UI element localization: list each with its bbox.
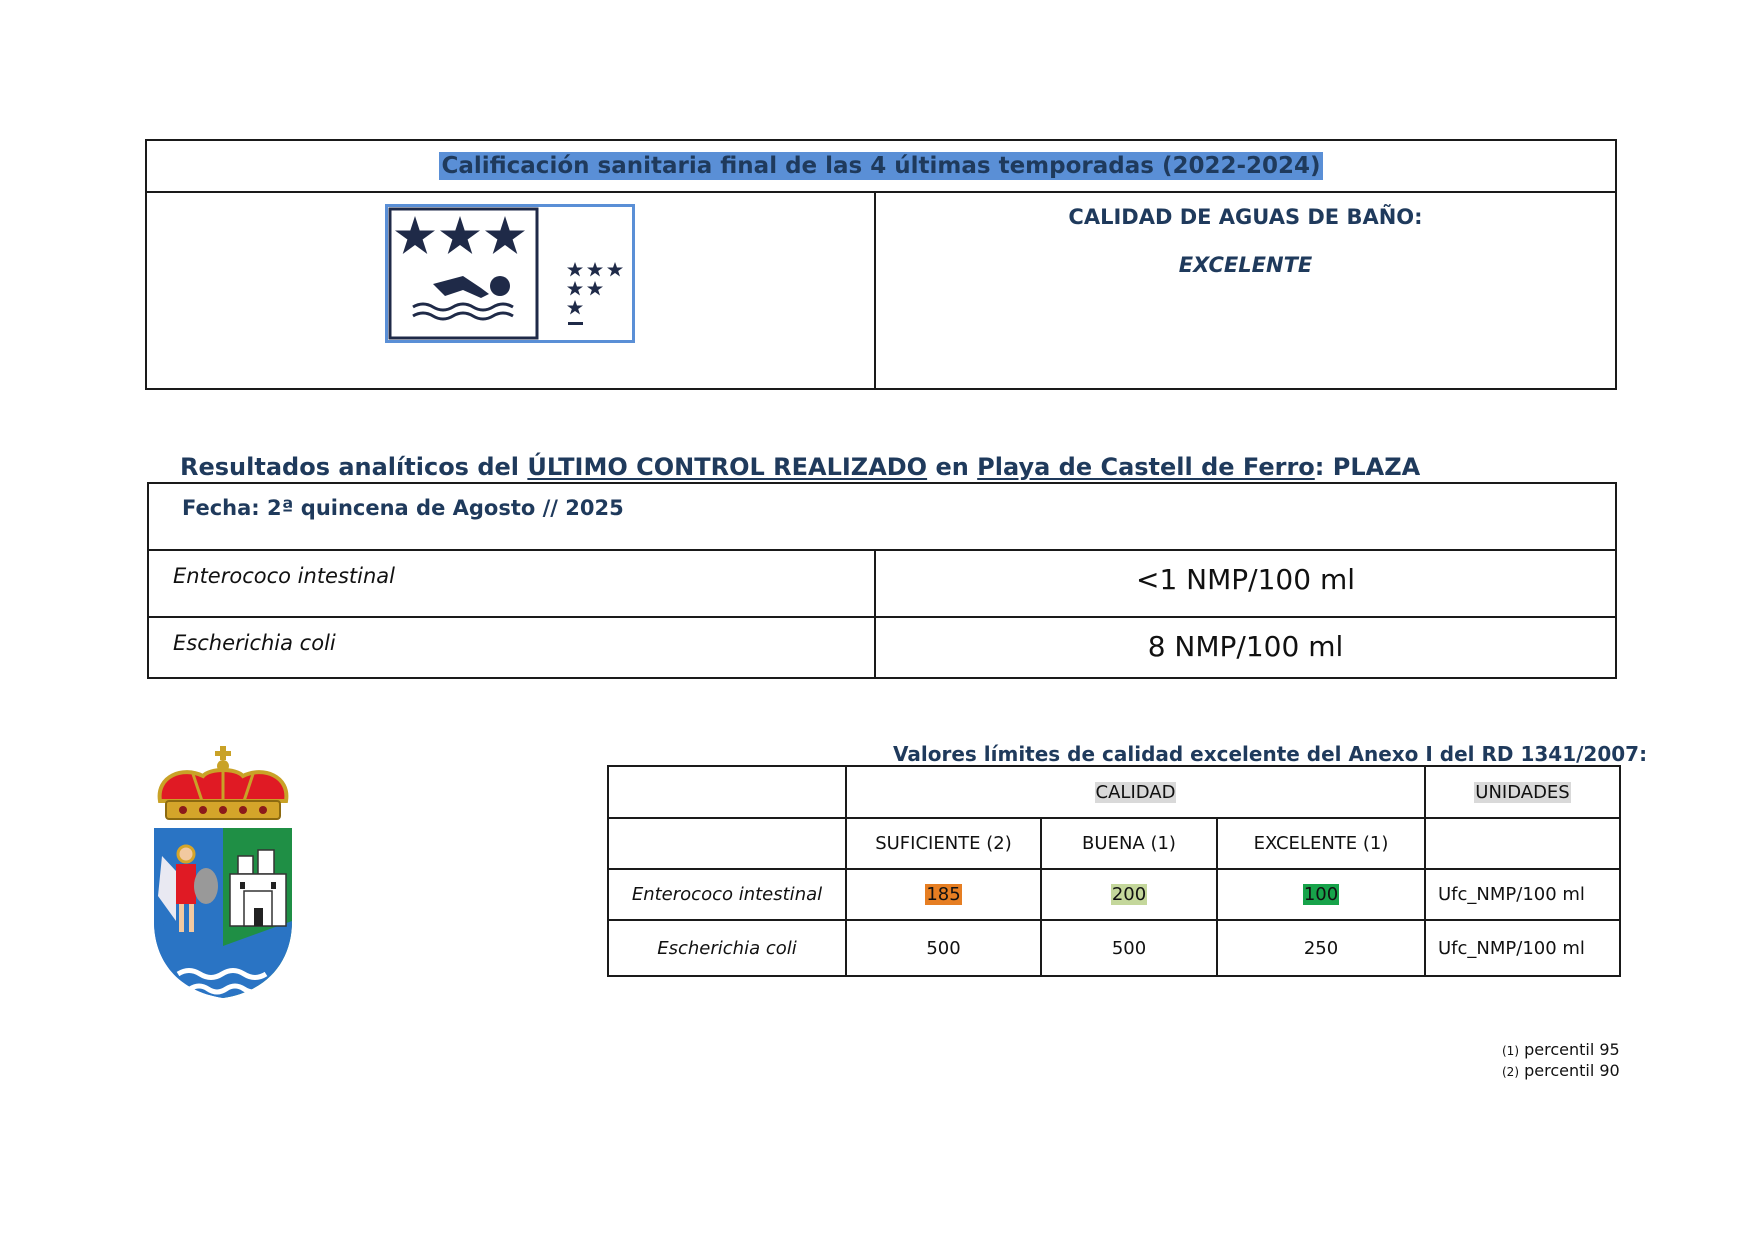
empty-cell [608, 818, 846, 869]
calificacion-title-row [147, 141, 1615, 193]
table-row [608, 869, 1620, 920]
table-row [149, 551, 1615, 618]
limit-value-buena: 500 [1041, 920, 1217, 976]
footnote [1502, 1040, 1620, 1061]
municipal-coat-of-arms-icon [148, 746, 298, 998]
resultados-heading-beach: Playa de Castell de Ferro [977, 453, 1315, 481]
limit-value-suficiente: 185 [926, 884, 961, 905]
calidad-label: CALIDAD [1095, 781, 1176, 803]
limit-cell [846, 869, 1041, 920]
bathing-water-excellent-badge-icon [385, 204, 635, 343]
calidad-header [846, 766, 1425, 818]
limit-value-suficiente: 500 [846, 920, 1041, 976]
footnote-text: percentil 95 [1524, 1040, 1620, 1059]
quality-cell [876, 193, 1615, 388]
column-header: BUENA (1) [1041, 818, 1217, 869]
limit-cell [1041, 869, 1217, 920]
result-param: Enterococo intestinal [149, 551, 876, 616]
quality-value: EXCELENTE [1178, 253, 1313, 277]
limit-unit: Ufc_NMP/100 ml [1425, 920, 1620, 976]
limit-value-excelente: 100 [1303, 884, 1339, 905]
unidades-label: UNIDADES [1475, 781, 1570, 803]
column-header: EXCELENTE (1) [1217, 818, 1425, 869]
table-subheader-row [608, 818, 1620, 869]
limit-param: Escherichia coli [608, 920, 846, 976]
column-header: SUFICIENTE (2) [846, 818, 1041, 869]
footnote [1502, 1061, 1620, 1082]
fecha-text: Fecha: 2ª quincena de Agosto // 2025 [182, 496, 624, 520]
fecha-row [149, 484, 1615, 551]
resultados-table [147, 482, 1617, 679]
resultados-heading-prefix: Resultados analíticos del [180, 453, 528, 481]
calificacion-body-row [147, 193, 1615, 388]
result-param: Escherichia coli [149, 618, 876, 679]
empty-cell [1425, 818, 1620, 869]
limit-value-excelente: 250 [1217, 920, 1425, 976]
quality-heading: CALIDAD DE AGUAS DE BAÑO: [1068, 205, 1423, 229]
unidades-header [1425, 766, 1620, 818]
footnote-marker: (1) [1502, 1044, 1519, 1058]
badge-cell [147, 193, 876, 388]
calificacion-title: Calificación sanitaria final de las 4 últimas temporadas (2022-2024) [441, 153, 1321, 179]
limit-unit: Ufc_NMP/100 ml [1425, 869, 1620, 920]
limites-heading: Valores límites de calidad excelente del Anexo I del RD 1341/2007: [893, 742, 1648, 766]
footnote-text: percentil 90 [1524, 1061, 1620, 1080]
footnotes [1502, 1040, 1620, 1082]
result-value: 8 NMP/100 ml [1147, 630, 1344, 663]
limit-param: Enterococo intestinal [608, 869, 846, 920]
resultados-heading-suffix: : PLAZA [1314, 453, 1421, 481]
table-row [608, 920, 1620, 976]
table-header-row [608, 766, 1620, 818]
footnote-marker: (2) [1502, 1065, 1519, 1079]
limit-value-buena: 200 [1111, 884, 1147, 905]
resultados-heading-mid: en [927, 453, 978, 481]
table-row [149, 618, 1615, 679]
limit-cell [1217, 869, 1425, 920]
calificacion-table [145, 139, 1617, 390]
resultados-heading [180, 453, 1420, 481]
resultados-heading-control: ÚLTIMO CONTROL REALIZADO [527, 453, 928, 481]
empty-cell [608, 766, 846, 818]
limites-table [607, 765, 1621, 977]
result-value: <1 NMP/100 ml [1136, 563, 1355, 596]
